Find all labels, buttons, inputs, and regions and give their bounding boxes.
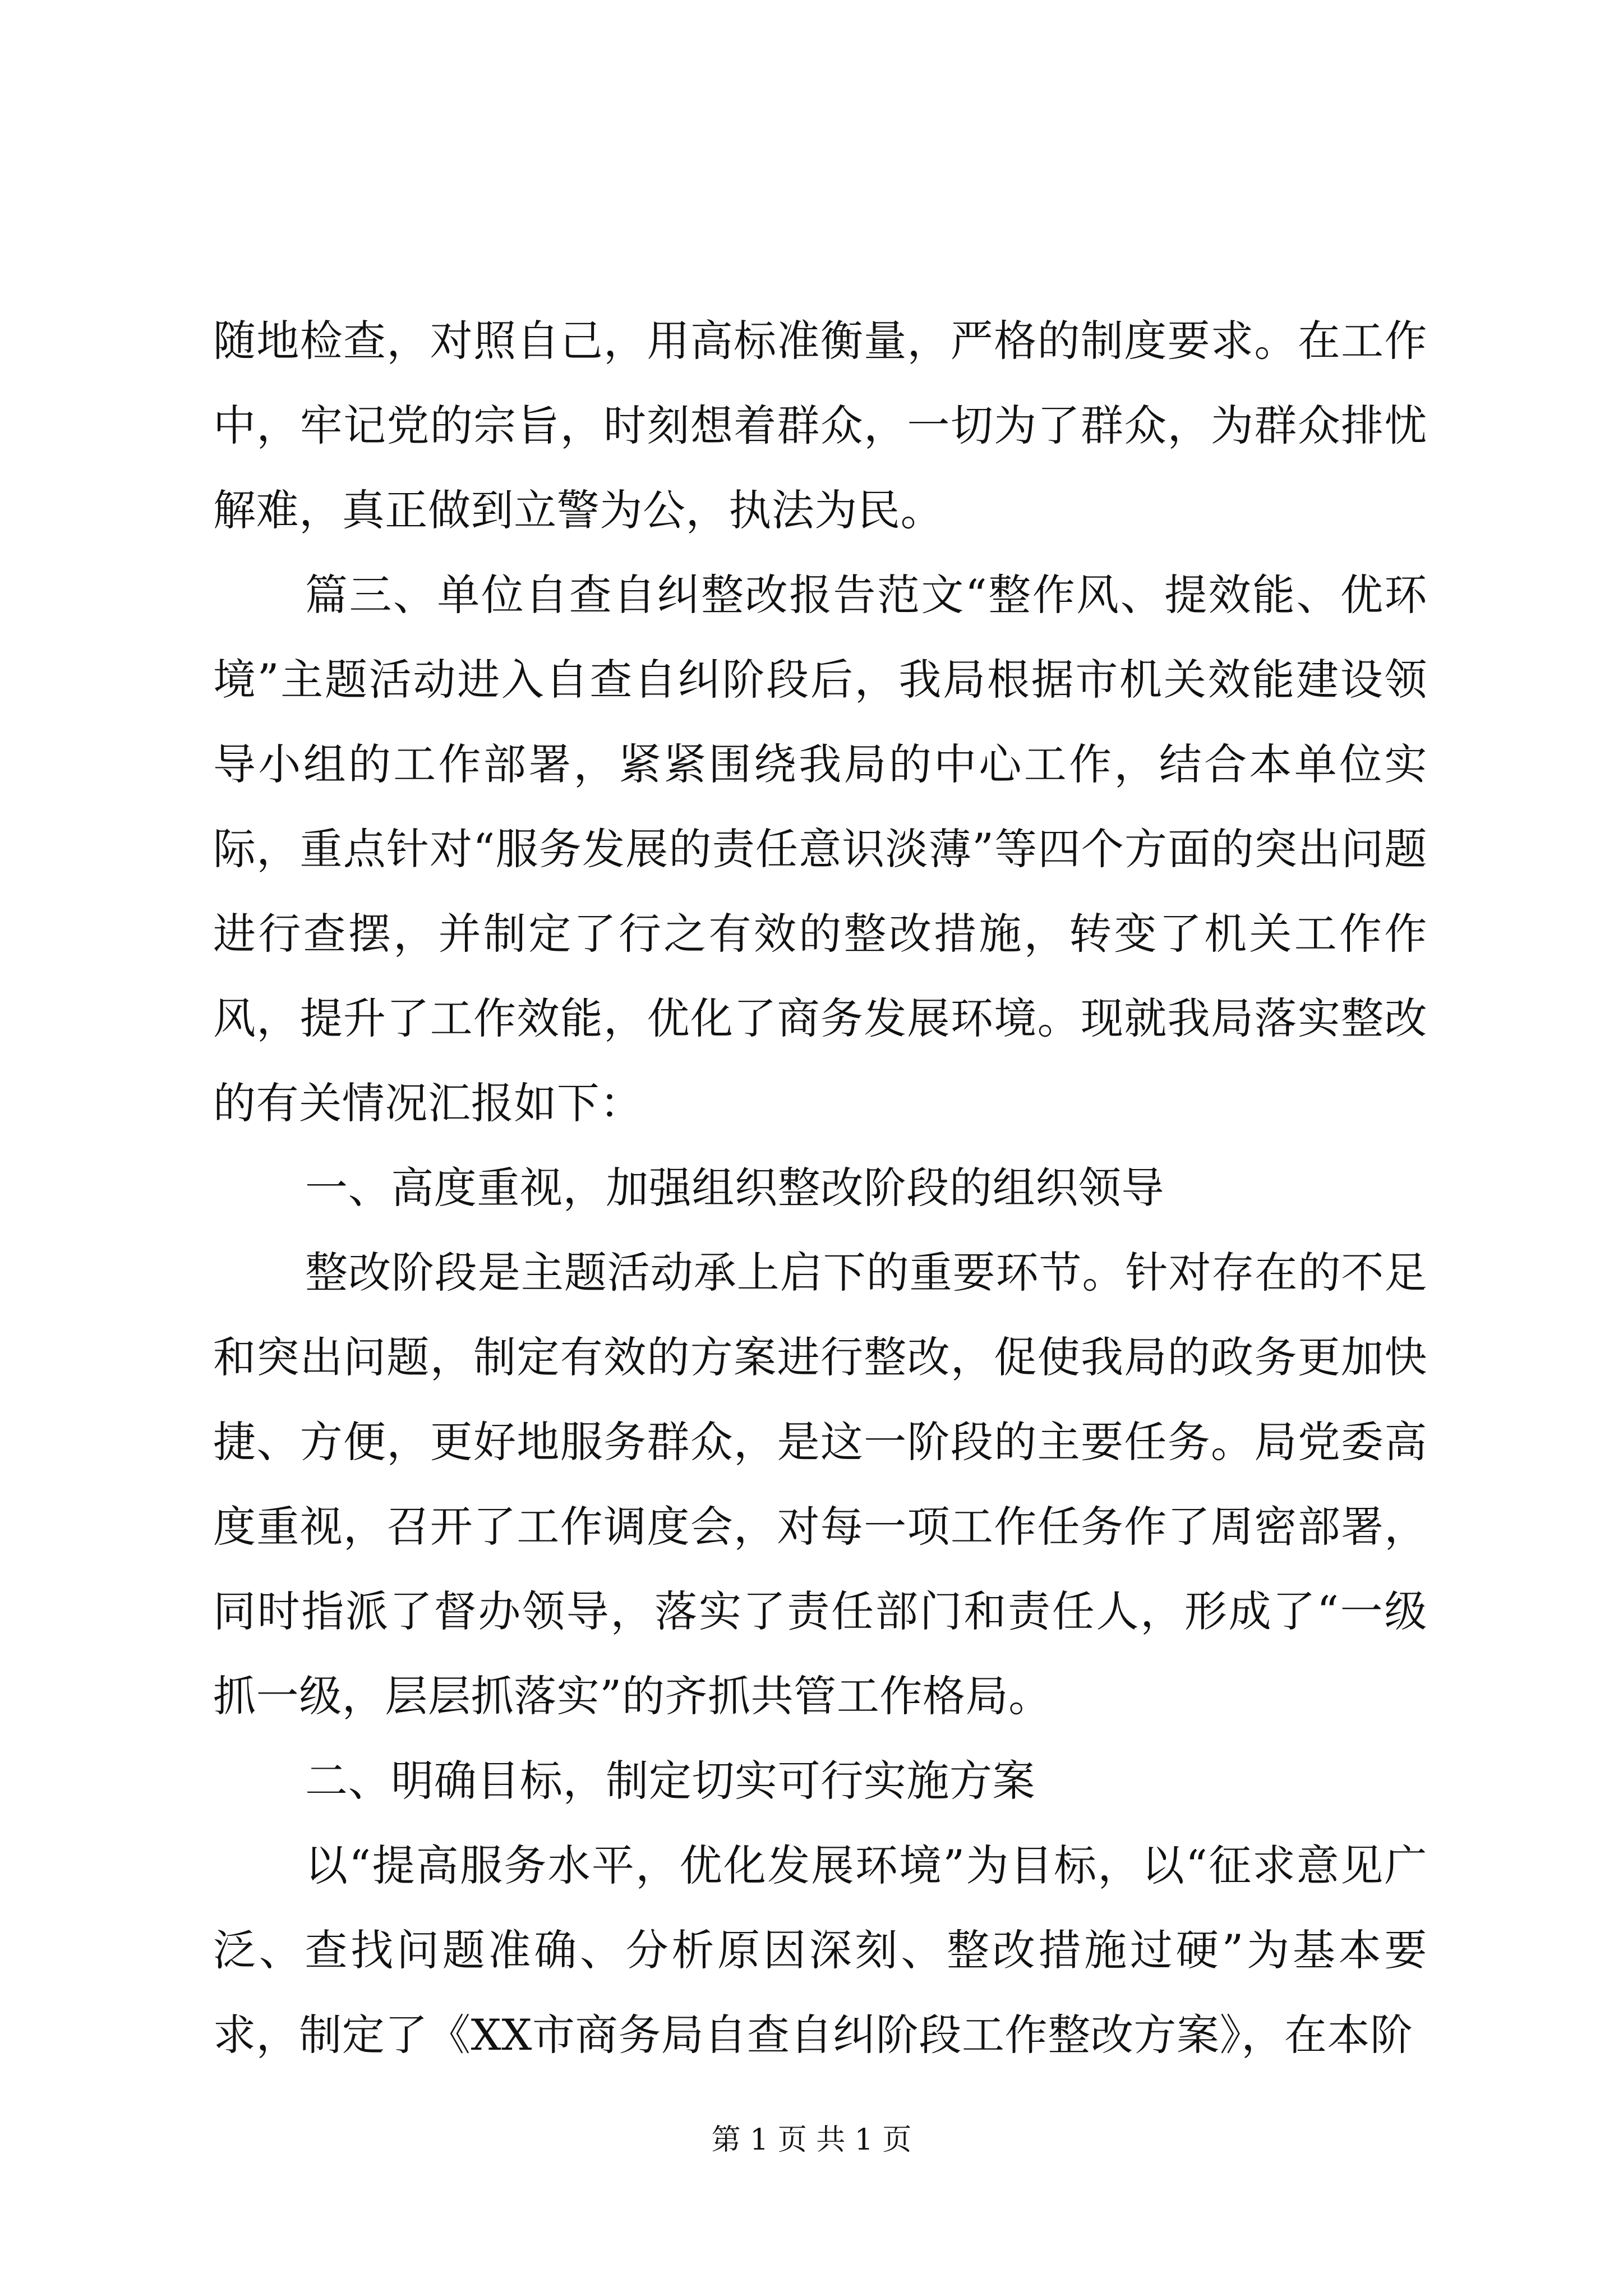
- paragraph-continuation: 随地检查，对照自己，用高标准衡量，严格的制度要求。在工作中，牢记党的宗旨，时刻想着群众，一切为了群众，为群众排忧解难，真正做到立警为公，执法为民。: [213, 316, 1427, 535]
- paragraph-intro: 篇三、单位自查自纠整改报告范文“整作风、提效能、优环境”主题活动进入自查自纠阶段后，我局根据市机关效能建设领导小组的工作部署，紧紧围绕我局的中心工作，结合本单位实际，重点针对“服务发展的责任意识淡薄”等四个方面的突出问题进行查摆，并制定了行之有效的整改措施，转变了机关工作作风，提升了工作效能，优化了商务发展环境。现就我局落实整改的有关情况汇报如下：: [213, 570, 1427, 1128]
- document-body: [213, 298, 1427, 2077]
- paragraph-section-2: 以“提高服务水平，优化发展环境”为目标，以“征求意见广泛、查找问题准确、分析原因深刻、整改措施过硬”为基本要求，制定了《XX市商务局自查自纠阶段工作整改方案》，在本阶: [213, 1841, 1427, 2060]
- section-heading-2: 二、明确目标，制定切实可行实施方案: [305, 1756, 1036, 1806]
- paragraph-section-1: 整改阶段是主题活动承上启下的重要环节。针对存在的不足和突出问题，制定有效的方案进行整改，促使我局的政务更加快捷、方便，更好地服务群众，是这一阶段的主要任务。局党委高度重视，召开了工作调度会，对每一项工作任务作了周密部署，同时指派了督办领导，落实了责任部门和责任人，形成了“一级抓一级，层层抓落实”的齐抓共管工作格局。: [213, 1248, 1427, 1721]
- page-footer: 第 1 页 共 1 页: [711, 2123, 912, 2157]
- section-heading-1: 一、高度重视，加强组织整改阶段的组织领导: [305, 1163, 1164, 1213]
